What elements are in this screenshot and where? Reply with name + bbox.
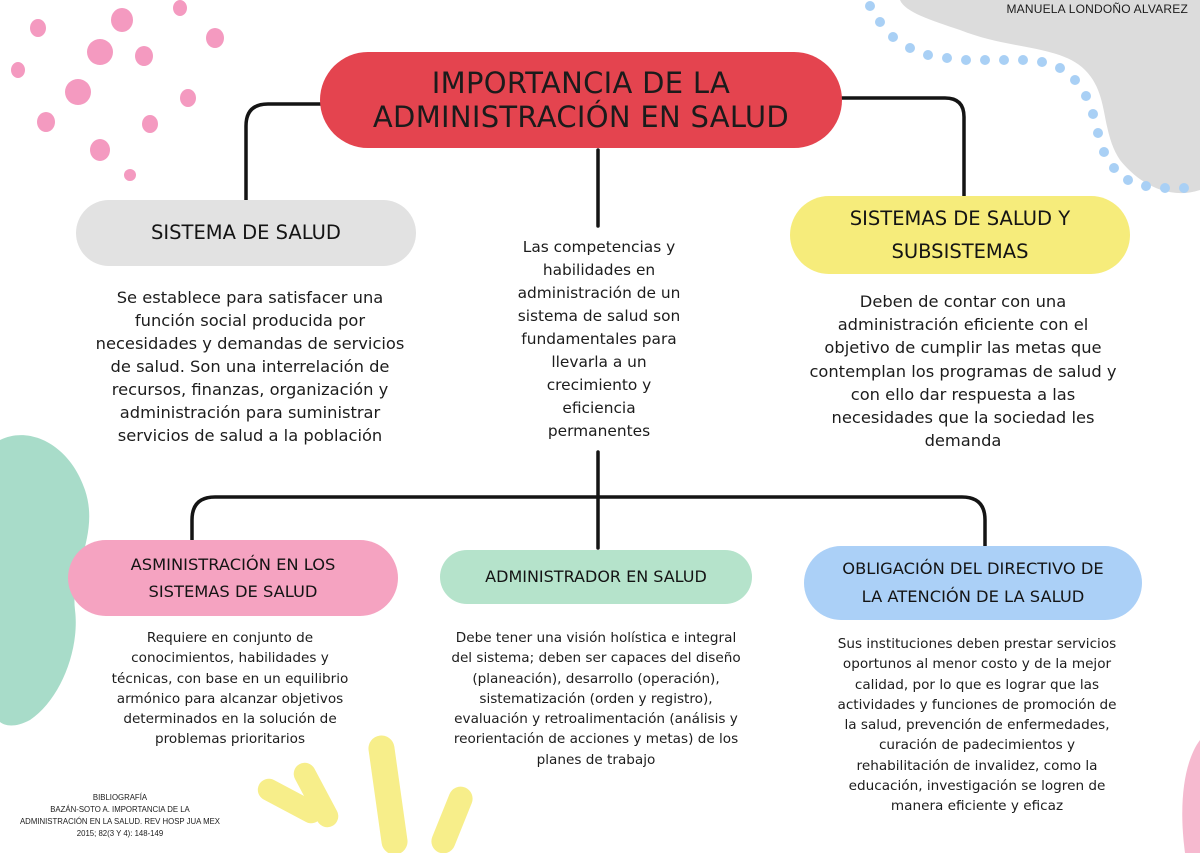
text-line: determinados en la solución de xyxy=(123,711,337,728)
sistemas-subsistemas-text xyxy=(772,290,1154,452)
text-line: sistema de salud son xyxy=(517,307,681,325)
main-title-pill xyxy=(320,52,842,148)
text-line: (planeación), desarrollo (operación), xyxy=(472,670,720,687)
sistema-de-salud-pill xyxy=(76,200,416,266)
text-line: Deben de contar con una xyxy=(859,292,1067,311)
main-title xyxy=(373,66,789,134)
text-line: habilidades en xyxy=(542,261,656,279)
text-line: calidad, por lo que es lograr que las xyxy=(854,676,1100,693)
main-title-line: IMPORTANCIA DE LA xyxy=(431,66,731,100)
obligacion-directivo-heading xyxy=(842,555,1103,611)
administracion-sistemas-pill xyxy=(68,540,398,616)
main-title-line: ADMINISTRACIÓN EN SALUD xyxy=(372,100,790,134)
text-line: problemas prioritarios xyxy=(154,731,306,748)
text-line: objetivo de cumplir las metas que xyxy=(824,338,1102,358)
text-line: del sistema; deben ser capaces del diseño xyxy=(451,650,741,667)
text-line: planes de trabajo xyxy=(536,751,656,768)
connector-title-left xyxy=(246,104,322,206)
text-line: oportunos al menor costo y de la mejor xyxy=(842,656,1112,673)
text-line: evaluación y retroalimentación (análisis y xyxy=(454,711,738,728)
heading-line: ASMINISTRACIÓN EN LOS xyxy=(130,555,336,574)
connector-title-right xyxy=(842,98,964,204)
text-line: administración para suministrar xyxy=(119,403,381,422)
administracion-sistemas-heading xyxy=(131,551,336,605)
sistema-de-salud-heading: SISTEMA DE SALUD xyxy=(151,221,341,244)
text-line: permanentes xyxy=(547,422,651,440)
text-line: eficiencia xyxy=(562,399,636,417)
heading-line: OBLIGACIÓN DEL DIRECTIVO DE xyxy=(842,559,1104,578)
text-line: actividades y funciones de promoción de xyxy=(837,696,1117,713)
bibliography-line: 2015; 82(3 Y 4): 148-149 xyxy=(76,829,164,838)
text-line: Sus instituciones deben prestar servicios xyxy=(837,636,1117,652)
text-line: Requiere en conjunto de xyxy=(146,630,314,646)
heading-line: SUBSISTEMAS xyxy=(891,240,1029,263)
text-line: administración eficiente con el xyxy=(837,315,1089,335)
text-line: armónico para alcanzar objetivos xyxy=(116,690,344,707)
text-line: llevarla a un xyxy=(551,353,647,371)
administrador-en-salud-text xyxy=(420,628,772,770)
text-line: rehabilitación de invalidez, como la xyxy=(856,757,1098,774)
text-line: fundamentales para xyxy=(521,330,677,348)
text-line: educación, investigación se logren de xyxy=(848,778,1106,795)
text-line: Debe tener una visión holística e integral xyxy=(455,630,737,646)
obligacion-directivo-pill xyxy=(804,546,1142,620)
bibliography-line: ADMINISTRACIÓN EN LA SALUD. REV HOSP JUA MEX xyxy=(19,817,221,826)
sistemas-subsistemas-pill xyxy=(790,196,1130,274)
text-line: contemplan los programas de salud y xyxy=(809,361,1117,381)
text-line: recursos, finanzas, organización y xyxy=(111,380,389,399)
sistema-de-salud-text xyxy=(70,286,430,447)
text-line: necesidades y demandas de servicios xyxy=(95,334,405,353)
text-line: reorientación de acciones y metas) de los xyxy=(453,731,739,748)
heading-line: LA ATENCIÓN DE LA SALUD xyxy=(861,587,1085,606)
bibliography-line: BAZÁN-SOTO A. IMPORTANCIA DE LA xyxy=(50,805,190,814)
text-line: administración de un xyxy=(517,284,681,302)
text-line: servicios de salud a la población xyxy=(117,426,383,445)
author-name: MANUELA LONDOÑO ALVAREZ xyxy=(1006,2,1188,16)
pink-dots-decoration xyxy=(11,0,224,181)
text-line: la salud, prevención de enfermedades, xyxy=(844,717,1110,734)
text-line: manera eficiente y eficaz xyxy=(890,798,1064,815)
heading-line: SISTEMAS DE SALUD xyxy=(148,582,318,601)
text-line: conocimientos, habilidades y xyxy=(131,650,329,667)
administrador-en-salud-heading: ADMINISTRADOR EN SALUD xyxy=(485,567,707,586)
obligacion-directivo-text xyxy=(810,634,1144,817)
text-line: necesidades que la sociedad les xyxy=(831,408,1095,428)
text-line: Las competencias y xyxy=(522,238,676,256)
administracion-sistemas-text xyxy=(80,628,380,750)
sistemas-subsistemas-heading xyxy=(850,202,1070,268)
text-line: técnicas, con base en un equilibrio xyxy=(111,670,349,687)
text-line: curación de padecimientos y xyxy=(878,737,1076,754)
heading-line: SISTEMAS DE SALUD Y xyxy=(849,207,1071,230)
text-line: crecimiento y xyxy=(546,376,652,394)
text-line: sistematización (orden y registro), xyxy=(479,690,713,707)
pink-blob-decoration xyxy=(1182,740,1200,853)
text-line: Se establece para satisfacer una xyxy=(116,288,384,307)
text-line: función social producida por xyxy=(134,311,366,330)
administrador-en-salud-pill xyxy=(440,550,752,604)
bibliography-line: BIBLIOGRAFÍA xyxy=(92,793,148,802)
bibliography xyxy=(0,792,240,840)
text-line: con ello dar respuesta a las xyxy=(850,384,1076,404)
text-line: de salud. Son una interrelación de xyxy=(110,357,390,376)
text-line: demanda xyxy=(924,431,1002,451)
center-competencias-text xyxy=(486,236,712,443)
